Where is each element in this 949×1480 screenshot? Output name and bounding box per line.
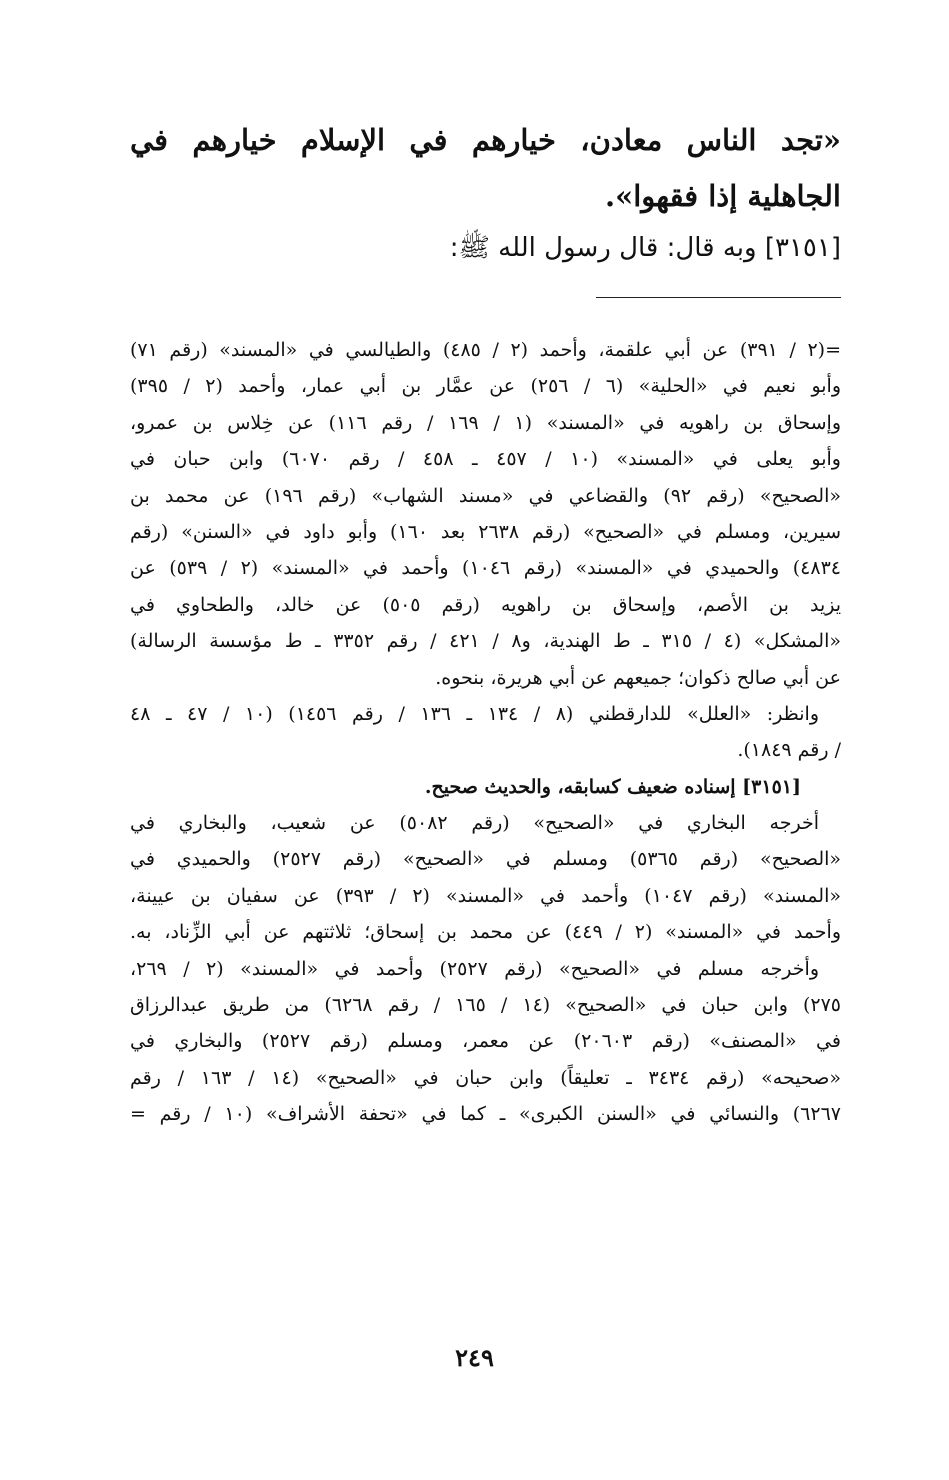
footnote-line: وانظر: «العلل» للدارقطني (٨ / ١٣٤ ـ ١٣٦ / رقم ١٤٥٦) (١٠ / ٤٧ ـ ٤٨	[130, 702, 820, 725]
footnote-line: ٤٨٣٤) والحميدي في «المسند» (رقم ١٠٤٦) وأحمد في «المسند» (٢ / ٥٣٩) عن	[130, 557, 841, 580]
page-number: ٢٤٩	[455, 1343, 494, 1372]
footnote-line: وأحمد في «المسند» (٢ / ٤٤٩) عن محمد بن إسحاق؛ ثلاثتهم عن أبي الزِّناد، به.	[130, 921, 841, 944]
footnote-line: عن أبي صالح ذكوان؛ جميعهم عن أبي هريرة، بنحوه.	[435, 666, 841, 689]
footnote-line: وأبو يعلى في «المسند» (١٠ / ٤٥٧ ـ ٤٥٨ / رقم ٦٠٧٠) وابن حبان في	[130, 448, 841, 471]
hadith-number-header: [٣١٥١] وبه قال: قال رسول الله ﷺ:	[449, 233, 841, 263]
footnote-line: وأخرجه مسلم في «الصحيح» (رقم ٢٥٢٧) وأحمد في «المسند» (٢ / ٢٦٩،	[130, 957, 819, 980]
footnote-line: ٢٧٥) وابن حبان في «الصحيح» (١٤ / ١٦٥ / رقم ٦٢٦٨) من طريق عبدالرزاق	[130, 994, 841, 1017]
footnote-line: «الصحيح» (رقم ٥٣٦٥) ومسلم في «الصحيح» (رقم ٢٥٢٧) والحميدي في	[130, 848, 841, 871]
footnote-separator	[596, 297, 841, 298]
footnotes-block	[130, 332, 841, 1133]
footnote-line: وإسحاق بن راهويه في «المسند» (١ / ١٦٩ / رقم ١١٦) عن خِلاس بن عمرو،	[130, 411, 841, 434]
footnote-line: وأبو نعيم في «الحلية» (٦ / ٢٥٦) عن عمَّار بن أبي عمار، وأحمد (٢ / ٣٩٥)	[130, 375, 841, 398]
footnote-line: «صحيحه» (رقم ٣٤٣٤ ـ تعليقاً) وابن حبان في «الصحيح» (١٤ / ١٦٣ / رقم	[130, 1066, 841, 1089]
footnote-line: أخرجه البخاري في «الصحيح» (رقم ٥٠٨٢) عن شعيب، والبخاري في	[130, 812, 819, 835]
footnote-line: / رقم ١٨٤٩).	[737, 739, 841, 762]
footnote-line: =(٢ / ٣٩١) عن أبي علقمة، وأحمد (٢ / ٤٨٥) والطيالسي في «المسند» (رقم ٧١)	[130, 339, 841, 361]
takhrij-header: [٣١٥١] إسناده ضعيف كسابقه، والحديث صحيح.	[424, 775, 801, 798]
hadith-text: «تجد الناس معادن، خيارهم في الإسلام خيارهم في الجاهلية إذا فقهوا».	[130, 123, 841, 213]
footnote-line: ٦٢٦٧) والنسائي في «السنن الكبرى» ـ كما في «تحفة الأشراف» (١٠ / رقم =	[130, 1103, 841, 1126]
footnote-line: يزيد بن الأصم، وإسحاق بن راهويه (رقم ٥٠٥) عن خالد، والطحاوي في	[130, 593, 841, 616]
footnote-line: «المشكل» (٤ / ٣١٥ ـ ط الهندية، و٨ / ٤٢١ / رقم ٣٣٥٢ ـ ط مؤسسة الرسالة)	[130, 630, 841, 653]
footnote-line: في «المصنف» (رقم ٢٠٦٠٣) عن معمر، ومسلم (رقم ٢٥٢٧) والبخاري في	[130, 1030, 841, 1053]
footnote-line: «الصحيح» (رقم ٩٢) والقضاعي في «مسند الشهاب» (رقم ١٩٦) عن محمد بن	[130, 484, 841, 507]
footnote-line: سيرين، ومسلم في «الصحيح» (رقم ٢٦٣٨ بعد ١٦٠) وأبو داود في «السنن» (رقم	[130, 520, 841, 543]
footnote-line: «المسند» (رقم ١٠٤٧) وأحمد في «المسند» (٢ / ٣٩٣) عن سفيان بن عيينة،	[130, 884, 841, 907]
